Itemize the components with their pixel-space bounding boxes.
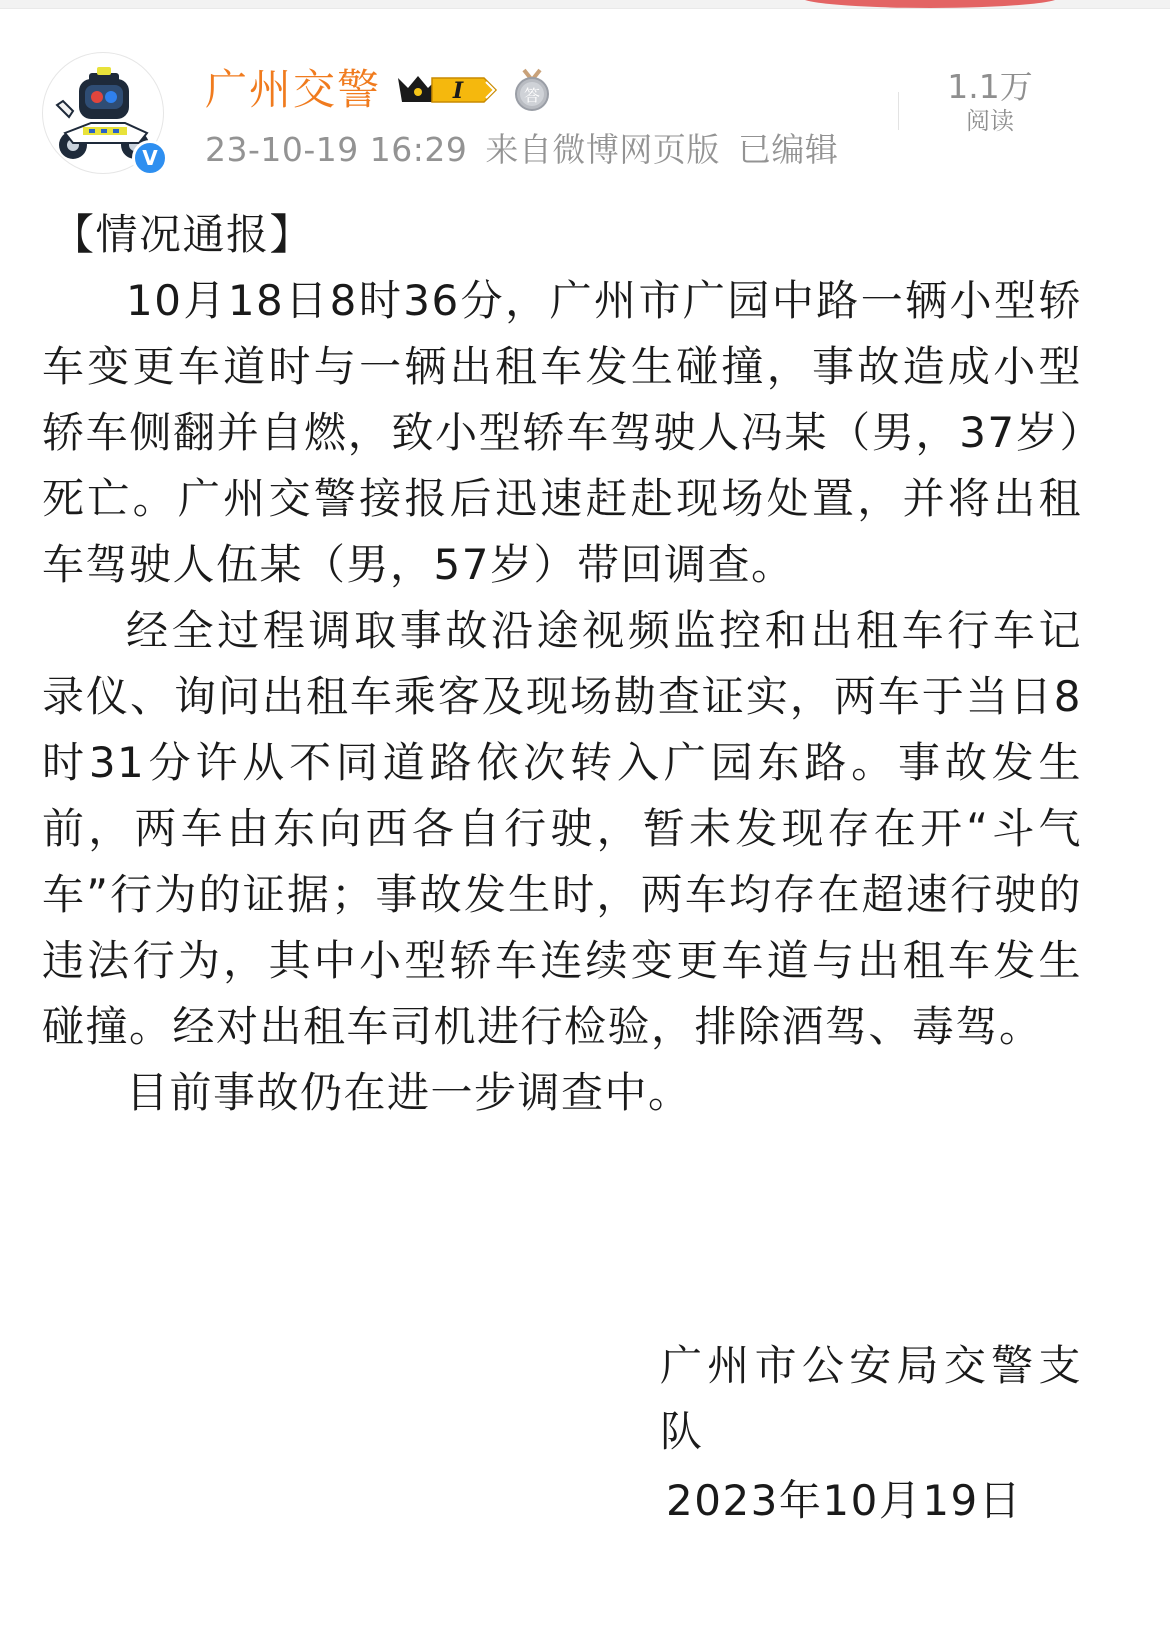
level-badge-text: I bbox=[452, 78, 464, 104]
verified-check-icon: V bbox=[132, 140, 168, 176]
read-count-label: 阅读 bbox=[966, 107, 1014, 135]
post-header bbox=[0, 40, 1170, 190]
signature-org: 广州市公安局交警支队 bbox=[660, 1341, 1082, 1456]
signature-block bbox=[42, 1333, 1082, 1465]
post-source: 来自微博网页版 bbox=[485, 130, 720, 169]
paragraph-2: 经全过程调取事故沿途视频监控和出租车行车记录仪、询问出租车乘客及现场勘查证实，两车于当日8时31分许从不同道路依次转入广园东路。事故发生前，两车由东向西各自行驶，暂未发现存在开“斗气车”行为的证据；事故发生时，两车均存在超速行驶的违法行为，其中小型轿车连续变更车道与出租车发生碰撞。经对出租车司机进行检验，排除酒驾、毒驾。 bbox=[42, 606, 1082, 1051]
paragraph-1: 10月18日8时36分，广州市广园中路一辆小型轿车变更车道时与一辆出租车发生碰撞，事故造成小型轿车侧翻并自燃，致小型轿车驾驶人冯某（男，37岁）死亡。广州交警接报后迅速赶赴现场处置，并将出租车驾驶人伍某（男，57岁）带回调查。 bbox=[42, 276, 1082, 589]
paragraph-3: 目前事故仍在进一步调查中。 bbox=[126, 1068, 692, 1117]
post-timestamp[interactable]: 23-10-19 16:29 bbox=[205, 130, 468, 169]
medal-icon[interactable] bbox=[512, 68, 552, 112]
username[interactable]: 广州交警 bbox=[205, 65, 382, 114]
header-separator bbox=[898, 92, 899, 130]
read-count-number: 1.1万 bbox=[947, 67, 1033, 106]
medal-mark-text: 答 bbox=[523, 86, 541, 105]
post-title: 【情况通报】 bbox=[52, 210, 314, 259]
signature-date: 2023年10月19日 bbox=[666, 1476, 1023, 1525]
crown-level-icon[interactable] bbox=[392, 70, 502, 110]
post-content bbox=[42, 202, 1082, 1126]
post-meta bbox=[205, 128, 856, 172]
edited-label[interactable]: 已编辑 bbox=[737, 130, 839, 169]
read-count bbox=[930, 68, 1050, 136]
